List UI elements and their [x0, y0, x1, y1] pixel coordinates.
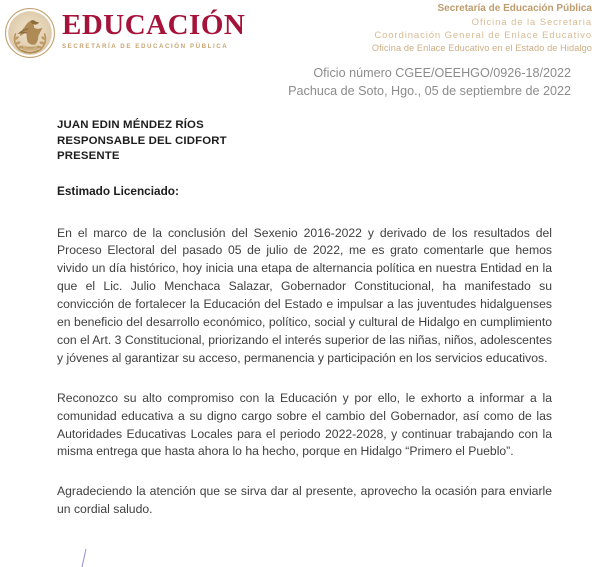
dependency-block	[262, 2, 592, 55]
reference-block	[0, 64, 571, 100]
dependency-line-secretaria: Secretaría de Educación Pública	[437, 3, 592, 14]
body-paragraph-3: Agradeciendo la atención que se sirva dar al presente, aprovecho la ocasión para enviarle un cordial saludo.	[57, 484, 552, 517]
body-paragraph-2: Reconozco su alto compromiso con la Educación y por ello, le exhorto a informar a la comunidad educativa a su digno cargo sobre el cambio del Gobernador, así como de las Autoridades Educativas Locales para el periodo 2022-2028, y continuar trabajando con la misma entrega que hasta ahora lo ha hecho, porque en Hidalgo “Primero el Pueblo”.	[57, 390, 552, 459]
dependency-line-oficina-hidalgo: Oficina de Enlace Educativo en el Estado de Hidalgo	[371, 43, 592, 53]
dependency-line-coordinacion: Coordinación General de Enlace Educativo	[374, 30, 592, 41]
document-body	[57, 118, 552, 519]
addressee-present: PRESENTE	[57, 150, 120, 162]
mexican-coat-of-arms-icon	[4, 7, 56, 59]
sep-branding	[4, 6, 245, 59]
educacion-wordmark-subtitle: SECRETARÍA DE EDUCACIÓN PÚBLICA	[62, 43, 229, 50]
salutation: Estimado Licenciado:	[57, 183, 179, 198]
addressee-name: JUAN EDIN MÉNDEZ RÍOS	[57, 119, 204, 131]
document-header	[0, 0, 600, 62]
place-and-date: Pachuca de Soto, Hgo., 05 de septiembre de 2022	[288, 84, 571, 98]
brand-text	[62, 10, 245, 51]
body-paragraph-1: En el marco de la conclusión del Sexenio 2016-2022 y derivado de los resultados del Proceso Electoral del pasado 05 de julio de 2022, me es grato comentarle que hemos vivido un día histórico, hoy inicia una etapa de alternancia política en nuestra Entidad en la que el Lic. Julio Menchaca Salazar, Gobernador Constitucional, ha manifestado su convicción de fortalecer la Educación del Estado e impulsar a las juventudes hidalguenses en beneficio del desarrollo económico, político, social y cultural de Hidalgo en cumplimiento con el Art. 3 Constitucional, priorizando el interés superior de las niñas, niños, adolescentes y jóvenes al garantizar su acceso, permanencia y participación en los servicios educativos.	[57, 225, 552, 365]
addressee-block	[57, 118, 552, 165]
dependency-line-oficina-secretaria: Oficina de la Secretaria	[471, 17, 592, 28]
addressee-position: RESPONSABLE DEL CIDFORT	[57, 134, 227, 147]
oficio-number: Oficio número CGEE/OEEHGO/0926-18/2022	[313, 66, 571, 80]
signature-stroke-icon	[79, 549, 89, 567]
educacion-wordmark: EDUCACIÓN	[62, 9, 246, 41]
